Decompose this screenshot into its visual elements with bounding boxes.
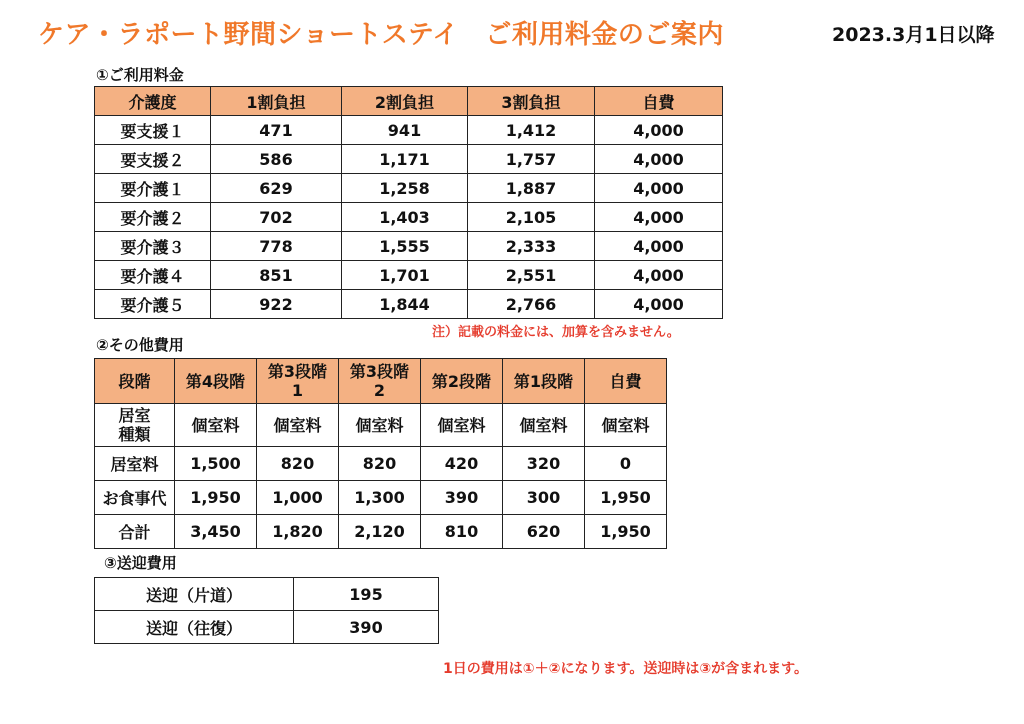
cost-cell: 390: [421, 481, 503, 515]
cost-cell: 1,300: [339, 481, 421, 515]
surcharge-note: 注）記載の料金には、加算を含みません。: [432, 325, 680, 340]
fee-cell: 471: [211, 116, 342, 145]
care-level-cell: 要支援１: [95, 116, 211, 145]
cost-cell: 3,450: [175, 515, 257, 549]
cost-cell: 1,950: [585, 481, 667, 515]
table-row: [95, 203, 723, 232]
table-row: [95, 145, 723, 174]
fee-cell: 1,701: [342, 261, 468, 290]
row-label: 居室料: [95, 447, 175, 481]
room-type-cell: 個室料: [175, 404, 257, 447]
daily-cost-note: 1日の費用は①＋②になります。送迎時は③が含まれます。: [443, 661, 809, 677]
table-row: [95, 578, 439, 611]
table-row: [95, 290, 723, 319]
fee-cell: 2,105: [468, 203, 595, 232]
header-stage3-2: [339, 359, 421, 404]
fee-cell: 1,403: [342, 203, 468, 232]
header-text: 段階: [118, 371, 151, 391]
fee-cell: 922: [211, 290, 342, 319]
fee-cell: 2,766: [468, 290, 595, 319]
transport-type-cell: 送迎（片道）: [95, 578, 294, 611]
header-stage2: [421, 359, 503, 404]
cost-cell: 820: [339, 447, 421, 481]
fee-cell: 4,000: [595, 261, 723, 290]
table-row: [95, 611, 439, 644]
fee-cell: 1,555: [342, 232, 468, 261]
care-level-cell: 要介護４: [95, 261, 211, 290]
cost-cell: 820: [257, 447, 339, 481]
cost-cell: 810: [421, 515, 503, 549]
care-level-cell: 要介護５: [95, 290, 211, 319]
section3-label: ③送迎費用: [104, 554, 177, 572]
header-3wari: 3割負担: [468, 87, 595, 116]
table-row: [95, 447, 667, 481]
room-type-label: [95, 404, 175, 447]
usage-fee-table: [94, 86, 723, 319]
header-text: 自費: [609, 371, 642, 391]
fee-cell: 4,000: [595, 116, 723, 145]
cost-cell: 1,500: [175, 447, 257, 481]
cost-cell: 1,950: [175, 481, 257, 515]
transport-fee-cell: 195: [294, 578, 439, 611]
cost-cell: 2,120: [339, 515, 421, 549]
room-type-cell: 個室料: [421, 404, 503, 447]
fee-cell: 4,000: [595, 174, 723, 203]
transport-fee-table: [94, 577, 439, 644]
cost-cell: 320: [503, 447, 585, 481]
cost-cell: 1,000: [257, 481, 339, 515]
table-row: [95, 515, 667, 549]
header-stage: [95, 359, 175, 404]
fee-cell: 778: [211, 232, 342, 261]
fee-cell: 2,551: [468, 261, 595, 290]
transport-type-cell: 送迎（往復）: [95, 611, 294, 644]
row-label: お食事代: [95, 481, 175, 515]
fee-cell: 1,412: [468, 116, 595, 145]
fee-cell: 4,000: [595, 290, 723, 319]
cost-cell: 420: [421, 447, 503, 481]
fee-cell: 586: [211, 145, 342, 174]
header-stage4: [175, 359, 257, 404]
header-self-pay: [585, 359, 667, 404]
fee-cell: 1,258: [342, 174, 468, 203]
cost-cell: 1,820: [257, 515, 339, 549]
header-stage1: [503, 359, 585, 404]
fee-cell: 1,844: [342, 290, 468, 319]
table-header-row: [95, 359, 667, 404]
room-type-cell: 個室料: [585, 404, 667, 447]
fee-cell: 2,333: [468, 232, 595, 261]
page-title: ケア・ラポート野間ショートステイ ご利用料金のご案内: [38, 20, 724, 50]
table-row: [95, 174, 723, 203]
cell-text: 居室 種類: [118, 406, 151, 444]
cost-cell: 1,950: [585, 515, 667, 549]
fee-cell: 1,171: [342, 145, 468, 174]
row-label: 合計: [95, 515, 175, 549]
care-level-cell: 要介護１: [95, 174, 211, 203]
fee-cell: 851: [211, 261, 342, 290]
table-row: [95, 261, 723, 290]
header-text: 第3段階 1: [267, 362, 328, 400]
header-stage3-1: [257, 359, 339, 404]
header-care-level: 介護度: [95, 87, 211, 116]
header-text: 第3段階 2: [349, 362, 410, 400]
table-row: [95, 481, 667, 515]
room-type-cell: 個室料: [339, 404, 421, 447]
cost-cell: 300: [503, 481, 585, 515]
cost-cell: 620: [503, 515, 585, 549]
fee-cell: 702: [211, 203, 342, 232]
other-costs-table: [94, 358, 667, 549]
fee-cell: 4,000: [595, 232, 723, 261]
effective-date: 2023.3月1日以降: [832, 24, 995, 46]
header-text: 第2段階: [431, 371, 492, 391]
section2-label: ②その他費用: [96, 336, 184, 354]
cost-cell: 0: [585, 447, 667, 481]
fee-cell: 1,887: [468, 174, 595, 203]
room-type-cell: 個室料: [257, 404, 339, 447]
header-self-pay: 自費: [595, 87, 723, 116]
header-text: 第4段階: [185, 371, 246, 391]
room-type-row: [95, 404, 667, 447]
header-2wari: 2割負担: [342, 87, 468, 116]
header-1wari: 1割負担: [211, 87, 342, 116]
care-level-cell: 要介護２: [95, 203, 211, 232]
fee-cell: 941: [342, 116, 468, 145]
section1-label: ①ご利用料金: [96, 66, 184, 84]
room-type-cell: 個室料: [503, 404, 585, 447]
transport-fee-cell: 390: [294, 611, 439, 644]
fee-cell: 629: [211, 174, 342, 203]
header-text: 第1段階: [513, 371, 574, 391]
table-row: [95, 232, 723, 261]
care-level-cell: 要介護３: [95, 232, 211, 261]
care-level-cell: 要支援２: [95, 145, 211, 174]
table-header-row: [95, 87, 723, 116]
fee-cell: 4,000: [595, 145, 723, 174]
fee-cell: 4,000: [595, 203, 723, 232]
table-row: [95, 116, 723, 145]
fee-cell: 1,757: [468, 145, 595, 174]
